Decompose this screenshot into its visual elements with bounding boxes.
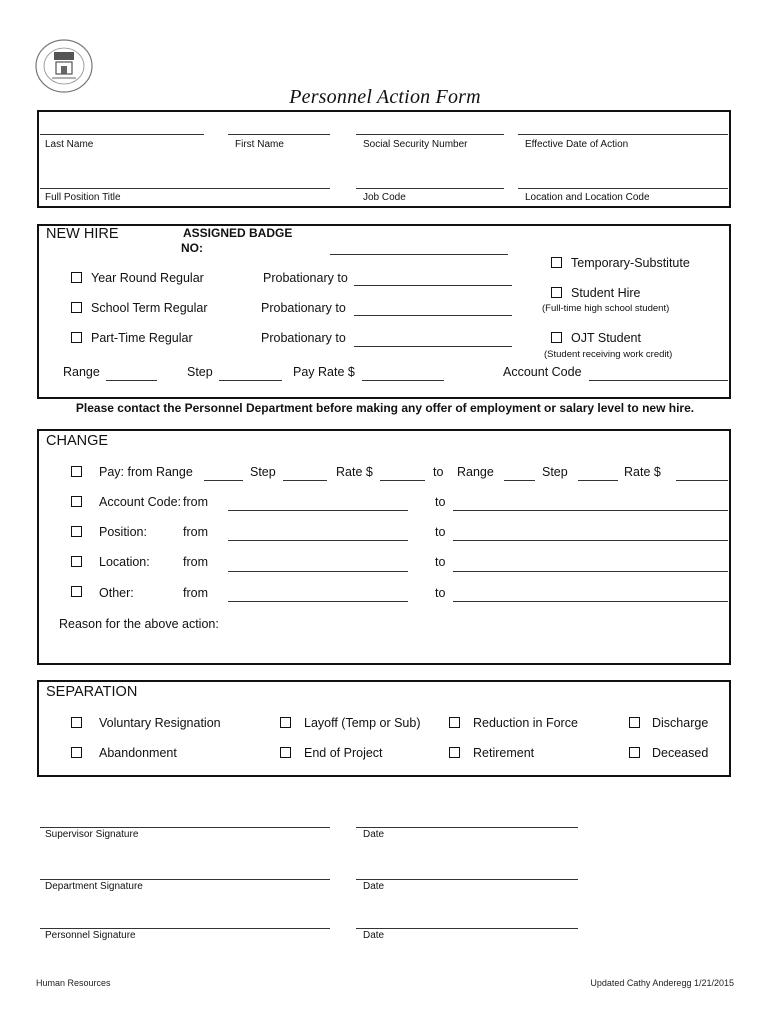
- range-label: Range: [63, 365, 100, 379]
- location-field[interactable]: [518, 188, 728, 189]
- temp-sub-checkbox[interactable]: [551, 257, 562, 268]
- deceased-label: Deceased: [652, 746, 709, 760]
- probationary-field-2[interactable]: [354, 315, 512, 316]
- job-code-label: Job Code: [363, 192, 406, 203]
- supervisor-date-field[interactable]: [356, 827, 578, 828]
- voluntary-label: Voluntary Resignation: [99, 716, 221, 730]
- layoff-checkbox[interactable]: [280, 717, 291, 728]
- ojt-label: OJT Student: [571, 331, 641, 345]
- discharge-label: Discharge: [652, 716, 709, 730]
- position-change-checkbox[interactable]: [71, 526, 82, 537]
- location-label: Location and Location Code: [525, 192, 650, 203]
- account-from-label: from: [183, 495, 208, 509]
- effective-date-label: Effective Date of Action: [525, 139, 629, 150]
- to-range-field[interactable]: [504, 480, 535, 481]
- badge-label: ASSIGNED BADGE: [183, 226, 293, 240]
- year-round-label: Year Round Regular: [91, 271, 204, 285]
- location-to-field[interactable]: [453, 571, 728, 572]
- ojt-note: (Student receiving work credit): [544, 349, 673, 360]
- student-hire-label: Student Hire: [571, 286, 641, 300]
- last-name-label: Last Name: [45, 139, 94, 150]
- position-to-label: to: [435, 525, 446, 539]
- location-from-field[interactable]: [228, 571, 408, 572]
- probationary-label-3: Probationary to: [261, 331, 346, 345]
- abandonment-label: Abandonment: [99, 746, 177, 760]
- effective-date-field[interactable]: [518, 134, 728, 135]
- account-to-field[interactable]: [453, 510, 728, 511]
- location-to-label: to: [435, 555, 446, 569]
- school-term-label: School Term Regular: [91, 301, 208, 315]
- position-title-field[interactable]: [40, 188, 330, 189]
- new-hire-header: NEW HIRE: [46, 226, 119, 242]
- badge-no-label: NO:: [181, 241, 203, 255]
- reduction-checkbox[interactable]: [449, 717, 460, 728]
- abandonment-checkbox[interactable]: [71, 747, 82, 758]
- other-to-field[interactable]: [453, 601, 728, 602]
- location-change-checkbox[interactable]: [71, 556, 82, 567]
- pay-to-label: to: [433, 465, 444, 479]
- department-date-label: Date: [363, 881, 385, 892]
- account-to-label: to: [435, 495, 446, 509]
- to-rate-field[interactable]: [676, 480, 728, 481]
- from-rate-field[interactable]: [380, 480, 425, 481]
- position-to-field[interactable]: [453, 540, 728, 541]
- from-step-label: Step: [250, 465, 276, 479]
- department-signature-field[interactable]: [40, 879, 330, 880]
- probationary-field-1[interactable]: [354, 285, 512, 286]
- temp-sub-label: Temporary-Substitute: [571, 256, 690, 270]
- pay-from-range-label: Pay: from Range: [99, 465, 193, 479]
- personnel-date-label: Date: [363, 930, 385, 941]
- other-change-label: Other:: [99, 586, 134, 600]
- pay-change-checkbox[interactable]: [71, 466, 82, 477]
- range-field[interactable]: [106, 380, 157, 381]
- footer-right: Updated Cathy Anderegg 1/21/2015: [590, 978, 734, 988]
- account-code-field[interactable]: [589, 380, 728, 381]
- personnel-signature-field[interactable]: [40, 928, 330, 929]
- first-name-field[interactable]: [228, 134, 330, 135]
- department-signature-label: Department Signature: [45, 881, 143, 892]
- probationary-label-1: Probationary to: [263, 271, 348, 285]
- new-hire-notice: Please contact the Personnel Department before making any offer of employment or salary level to new hire.: [75, 401, 695, 415]
- other-to-label: to: [435, 586, 446, 600]
- separation-header: SEPARATION: [46, 684, 138, 700]
- last-name-field[interactable]: [40, 134, 204, 135]
- department-date-field[interactable]: [356, 879, 578, 880]
- change-header: CHANGE: [46, 433, 109, 449]
- from-step-field[interactable]: [283, 480, 327, 481]
- to-range-label: Range: [457, 465, 494, 479]
- account-code-change-label: Account Code:: [99, 495, 181, 509]
- form-title: Personnel Action Form: [289, 86, 481, 108]
- step-label: Step: [187, 365, 213, 379]
- discharge-checkbox[interactable]: [629, 717, 640, 728]
- other-from-label: from: [183, 586, 208, 600]
- account-code-label: Account Code: [503, 365, 582, 379]
- location-change-label: Location:: [99, 555, 150, 569]
- student-hire-note: (Full-time high school student): [542, 303, 670, 314]
- probationary-field-3[interactable]: [354, 346, 512, 347]
- ssn-field[interactable]: [356, 134, 504, 135]
- account-code-change-checkbox[interactable]: [71, 496, 82, 507]
- ojt-checkbox[interactable]: [551, 332, 562, 343]
- student-hire-checkbox[interactable]: [551, 287, 562, 298]
- personnel-date-field[interactable]: [356, 928, 578, 929]
- from-rate-label: Rate $: [336, 465, 373, 479]
- end-project-checkbox[interactable]: [280, 747, 291, 758]
- voluntary-checkbox[interactable]: [71, 717, 82, 728]
- job-code-field[interactable]: [356, 188, 504, 189]
- supervisor-signature-field[interactable]: [40, 827, 330, 828]
- location-from-label: from: [183, 555, 208, 569]
- reduction-label: Reduction in Force: [473, 716, 578, 730]
- badge-number-field[interactable]: [330, 254, 508, 255]
- from-range-field[interactable]: [204, 480, 243, 481]
- layoff-label: Layoff (Temp or Sub): [304, 716, 421, 730]
- account-from-field[interactable]: [228, 510, 408, 511]
- personnel-signature-label: Personnel Signature: [45, 930, 136, 941]
- year-round-checkbox[interactable]: [71, 272, 82, 283]
- pay-rate-label: Pay Rate $: [293, 365, 355, 379]
- supervisor-signature-label: Supervisor Signature: [45, 829, 139, 840]
- position-from-label: from: [183, 525, 208, 539]
- step-field[interactable]: [219, 380, 282, 381]
- school-term-checkbox[interactable]: [71, 302, 82, 313]
- to-step-label: Step: [542, 465, 568, 479]
- supervisor-date-label: Date: [363, 829, 385, 840]
- pay-rate-field[interactable]: [362, 380, 444, 381]
- end-project-label: End of Project: [304, 746, 383, 760]
- footer-left: Human Resources: [36, 978, 111, 988]
- other-change-checkbox[interactable]: [71, 586, 82, 597]
- position-title-label: Full Position Title: [45, 192, 121, 203]
- part-time-label: Part-Time Regular: [91, 331, 193, 345]
- to-rate-label: Rate $: [624, 465, 661, 479]
- to-step-field[interactable]: [578, 480, 618, 481]
- part-time-checkbox[interactable]: [71, 332, 82, 343]
- position-change-label: Position:: [99, 525, 147, 539]
- ssn-label: Social Security Number: [363, 139, 468, 150]
- other-from-field[interactable]: [228, 601, 408, 602]
- position-from-field[interactable]: [228, 540, 408, 541]
- first-name-label: First Name: [235, 139, 284, 150]
- retirement-checkbox[interactable]: [449, 747, 460, 758]
- deceased-checkbox[interactable]: [629, 747, 640, 758]
- probationary-label-2: Probationary to: [261, 301, 346, 315]
- reason-label: Reason for the above action:: [59, 617, 219, 631]
- retirement-label: Retirement: [473, 746, 535, 760]
